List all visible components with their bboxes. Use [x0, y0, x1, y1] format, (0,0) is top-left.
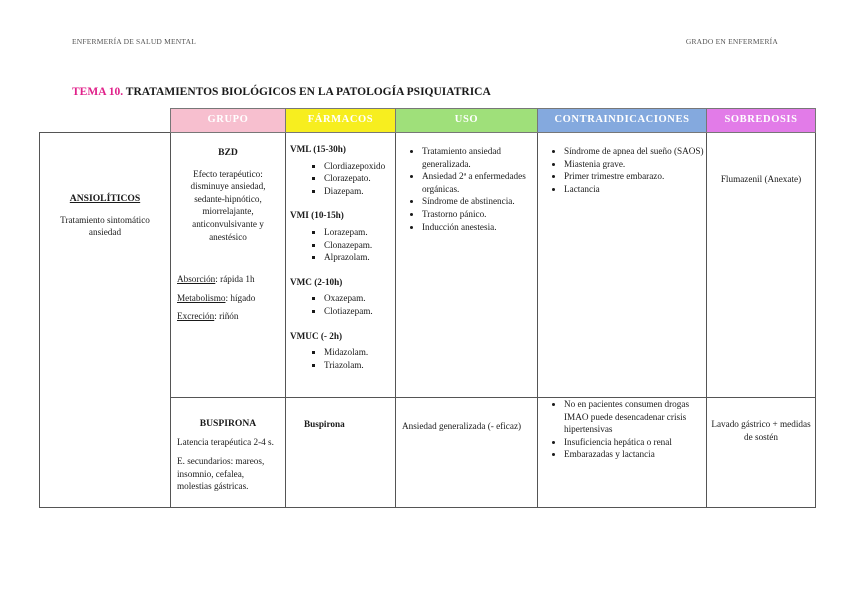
column-header-sobredosis: SOBREDOSIS [707, 109, 816, 133]
farmacos-cell-bzd [286, 133, 396, 398]
bzd-metabolismo: Metabolismo: hígado [177, 292, 256, 303]
list-item: • Ansiedad 2ª a enfermedades orgánicas. [422, 170, 537, 195]
list-item: ▪ Clorazepato. [324, 172, 391, 185]
column-header-farmacos: FÁRMACOS [286, 109, 396, 133]
farmaco-list [290, 292, 391, 317]
list-item: • Síndrome de apnea del sueño (SAOS) [564, 145, 706, 158]
farmaco-group-title: VML (15-30h) [290, 144, 346, 154]
drug-table [39, 108, 816, 508]
running-header-right: GRADO EN ENFERMERÍA [685, 37, 778, 46]
column-header-uso: USO [396, 109, 538, 133]
list-item: ▪ Lorazepam. [324, 226, 391, 239]
farmaco-list [290, 226, 391, 264]
farmaco-list [290, 160, 391, 198]
category-description: Tratamiento sintomático ansiedad [60, 214, 150, 238]
bzd-absorcion: Absorción: rápida 1h [177, 274, 255, 285]
bzd-excrecion: Excreción: riñón [177, 311, 239, 322]
list-item: ▪ Triazolam. [324, 359, 391, 372]
list-item: ▪ Midazolam. [324, 346, 391, 359]
column-header-contraindicaciones: CONTRAINDICACIONES [538, 109, 707, 133]
sobredosis-bzd: Flumazenil (Anexate) [720, 174, 802, 184]
list-item: • Embarazadas y lactancia [564, 448, 706, 461]
table-row-bzd [40, 133, 816, 398]
farmaco-group-title: VMI (10-15h) [290, 210, 344, 221]
running-header-left: ENFERMERÍA DE SALUD MENTAL [72, 37, 196, 46]
farmaco-group-title: VMUC (- 2h) [290, 330, 343, 341]
title-number: TEMA 10. [72, 86, 124, 98]
list-item: • Síndrome de abstinencia. [422, 195, 537, 208]
list-item: • Trastorno pánico. [422, 208, 537, 221]
contra-cell-buspirona [538, 398, 707, 508]
list-item: • Inducción anestesia. [422, 221, 537, 234]
table-header-row [40, 109, 816, 133]
group-name-buspirona: BUSPIRONA [199, 418, 257, 429]
list-item: ▪ Clordiazepoxido [324, 160, 391, 173]
sobredosis-cell-buspirona [707, 398, 816, 508]
uso-list [396, 145, 537, 233]
uso-cell-bzd [396, 133, 538, 398]
list-item: • Miastenia grave. [564, 158, 706, 171]
list-item: ▪ Diazepam. [324, 185, 391, 198]
page-title [72, 86, 491, 98]
bzd-efecto: Efecto terapéutico: disminuye ansiedad, sedante-hipnótico, miorrelajante, anticonvulsivante y anestésico [190, 168, 266, 242]
sobredosis-buspirona: Lavado gástrico + medidas de sostén [711, 419, 811, 442]
title-text: TRATAMIENTOS BIOLÓGICOS EN LA PATOLOGÍA PSIQUIATRICA [123, 86, 491, 98]
farmacos-cell-buspirona [286, 398, 396, 508]
list-item: • Lactancia [564, 183, 706, 196]
list-item: • Insuficiencia hepática o renal [564, 436, 706, 449]
farmaco-group-title: VMC (2-10h) [290, 276, 343, 287]
contra-list [538, 145, 706, 195]
farmaco-list [290, 346, 391, 371]
header-blank [40, 109, 171, 133]
list-item: ▪ Oxazepam. [324, 292, 391, 305]
uso-buspirona: Ansiedad generalizada (- eficaz) [402, 421, 522, 431]
group-name-bzd: BZD [218, 147, 238, 158]
list-item: • Tratamiento ansiedad generalizada. [422, 145, 537, 170]
contra-cell-bzd [538, 133, 707, 398]
farmaco-buspirona: Buspirona [304, 419, 345, 429]
category-cell [40, 133, 171, 508]
list-item: ▪ Alprazolam. [324, 251, 391, 264]
sobredosis-cell-bzd [707, 133, 816, 398]
grupo-cell-buspirona [171, 398, 286, 508]
contra-list [538, 398, 706, 461]
list-item: ▪ Clonazepam. [324, 239, 391, 252]
uso-cell-buspirona [396, 398, 538, 508]
buspirona-secundarios: E. secundarios: mareos, insomnio, cefalea, molestias gástricas. [177, 456, 265, 492]
category-name: ANSIOLÍTICOS [69, 193, 141, 204]
grupo-cell-bzd [171, 133, 286, 398]
buspirona-latencia: Latencia terapéutica 2-4 s. [177, 436, 274, 447]
list-item: • Primer trimestre embarazo. [564, 170, 706, 183]
list-item: • No en pacientes consumen drogas IMAO puede desencadenar crisis hipertensivas [564, 398, 706, 436]
column-header-grupo: GRUPO [171, 109, 286, 133]
list-item: ▪ Clotiazepam. [324, 305, 391, 318]
